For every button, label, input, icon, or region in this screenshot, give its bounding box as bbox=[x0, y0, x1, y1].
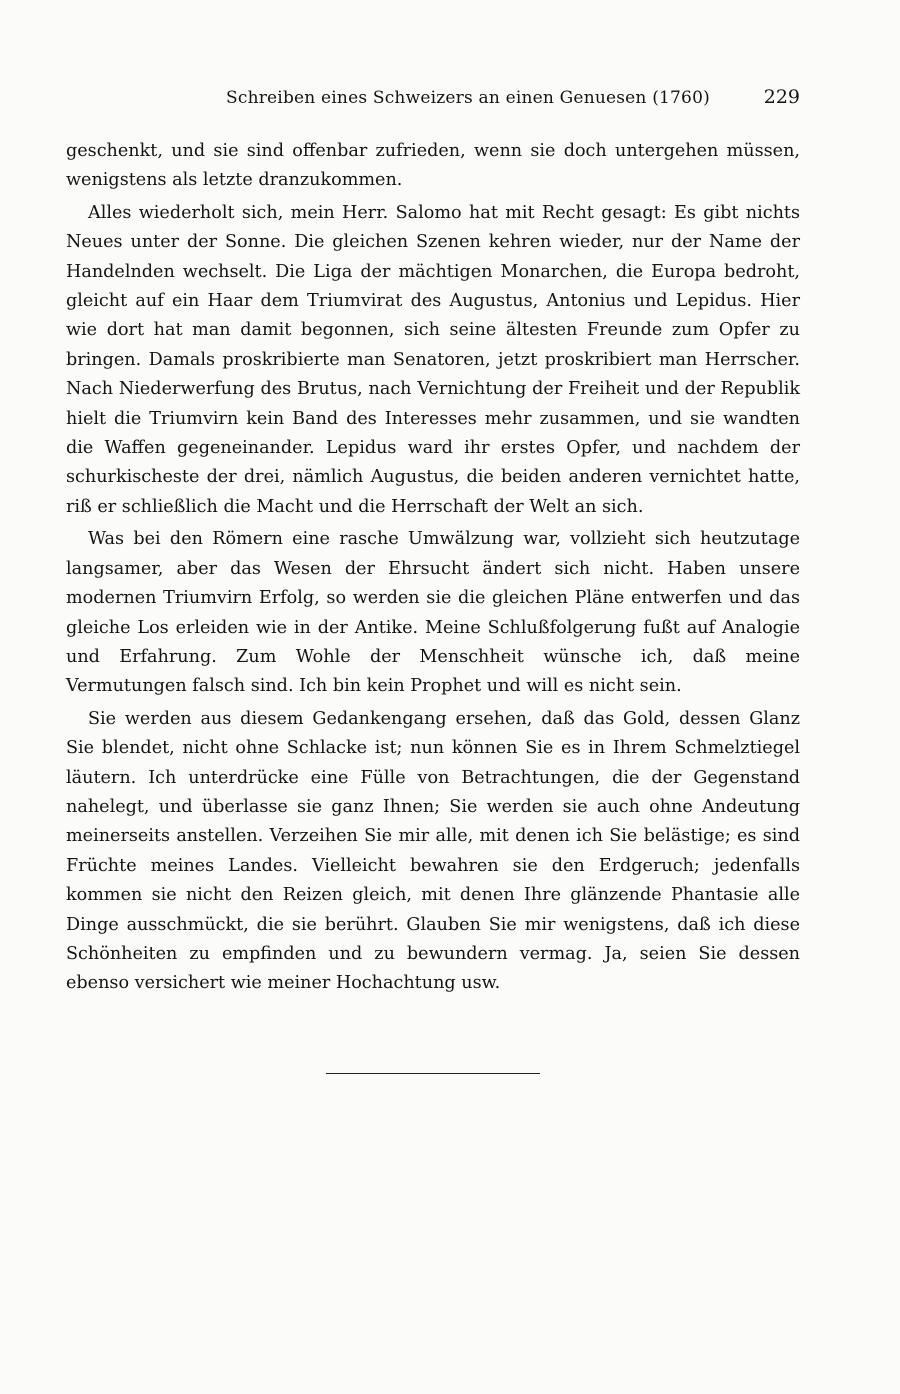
end-rule-divider bbox=[326, 1073, 540, 1074]
running-title: Schreiben eines Schweizers an einen Genuesen (1760) bbox=[226, 88, 710, 108]
paragraph-continuation: geschenkt, und sie sind offenbar zufrieden, wenn sie doch untergehen müssen, wenigstens als letzte dranzukommen. bbox=[66, 141, 800, 191]
body-text bbox=[66, 137, 800, 1002]
page-number: 229 bbox=[763, 86, 800, 108]
paragraph-closing: Sie werden aus diesem Gedankengang ersehen, daß das Gold, dessen Glanz Sie blendet, nicht ohne Schlacke ist; nun können Sie es in Ihrem Schmelztiegel läutern. Ich unterdrücke eine Fülle von Betrachtungen, die der Gegenstand nahelegt, und überlasse sie ganz Ihnen; Sie werden sie auch ohne Andeutung meinerseits anstellen. Verzeihen Sie mir alle, mit denen ich Sie belästige; es sind Früchte meines Landes. Vielleicht bewahren sie den Erdgeruch; jedenfalls kommen sie nicht den Reizen gleich, mit denen Ihre glänzende Phantasie alle Dinge ausschmückt, die sie berührt. Glauben Sie mir wenigstens, daß ich diese Schönheiten zu empfinden und zu bewundern vermag. Ja, seien Sie dessen ebenso versichert wie meiner Hochachtung usw. bbox=[66, 708, 800, 994]
paragraph-romans: Was bei den Römern eine rasche Umwälzung war, vollzieht sich heutzutage langsamer, aber das Wesen der Ehrsucht ändert sich nicht. Haben unsere modernen Triumvirn Erfolg, so werden sie die gleichen Pläne entwerfen und das gleiche Los erleiden wie in der Antike. Meine Schlußfolgerung fußt auf Analogie und Erfahrung. Zum Wohle der Menschheit wünsche ich, daß meine Vermutungen falsch sind. Ich bin kein Prophet und will es nicht sein. bbox=[66, 529, 800, 697]
running-head bbox=[66, 88, 800, 116]
paragraph-triumvirate: Alles wiederholt sich, mein Herr. Salomo hat mit Recht gesagt: Es gibt nichts Neues unter der Sonne. Die gleichen Szenen kehren wieder, nur der Name der Handelnden wechselt. Die Liga der mächtigen Monarchen, die Europa bedroht, gleicht auf ein Haar dem Triumvirat des Augustus, Antonius und Lepidus. Hier wie dort hat man damit begonnen, sich seine ältesten Freunde zum Opfer zu bringen. Damals proskribierte man Senatoren, jetzt proskribiert man Herrscher. Nach Niederwerfung des Brutus, nach Vernichtung der Freiheit und der Republik hielt die Triumvirn kein Band des Interesses mehr zusammen, und sie wandten die Waffen gegeneinander. Lepidus ward ihr erstes Opfer, und nachdem der schurkischeste der drei, nämlich Augustus, die beiden anderen vernichtet hatte, riß er schließlich die Macht und die Herrschaft der Welt an sich. bbox=[66, 202, 800, 517]
